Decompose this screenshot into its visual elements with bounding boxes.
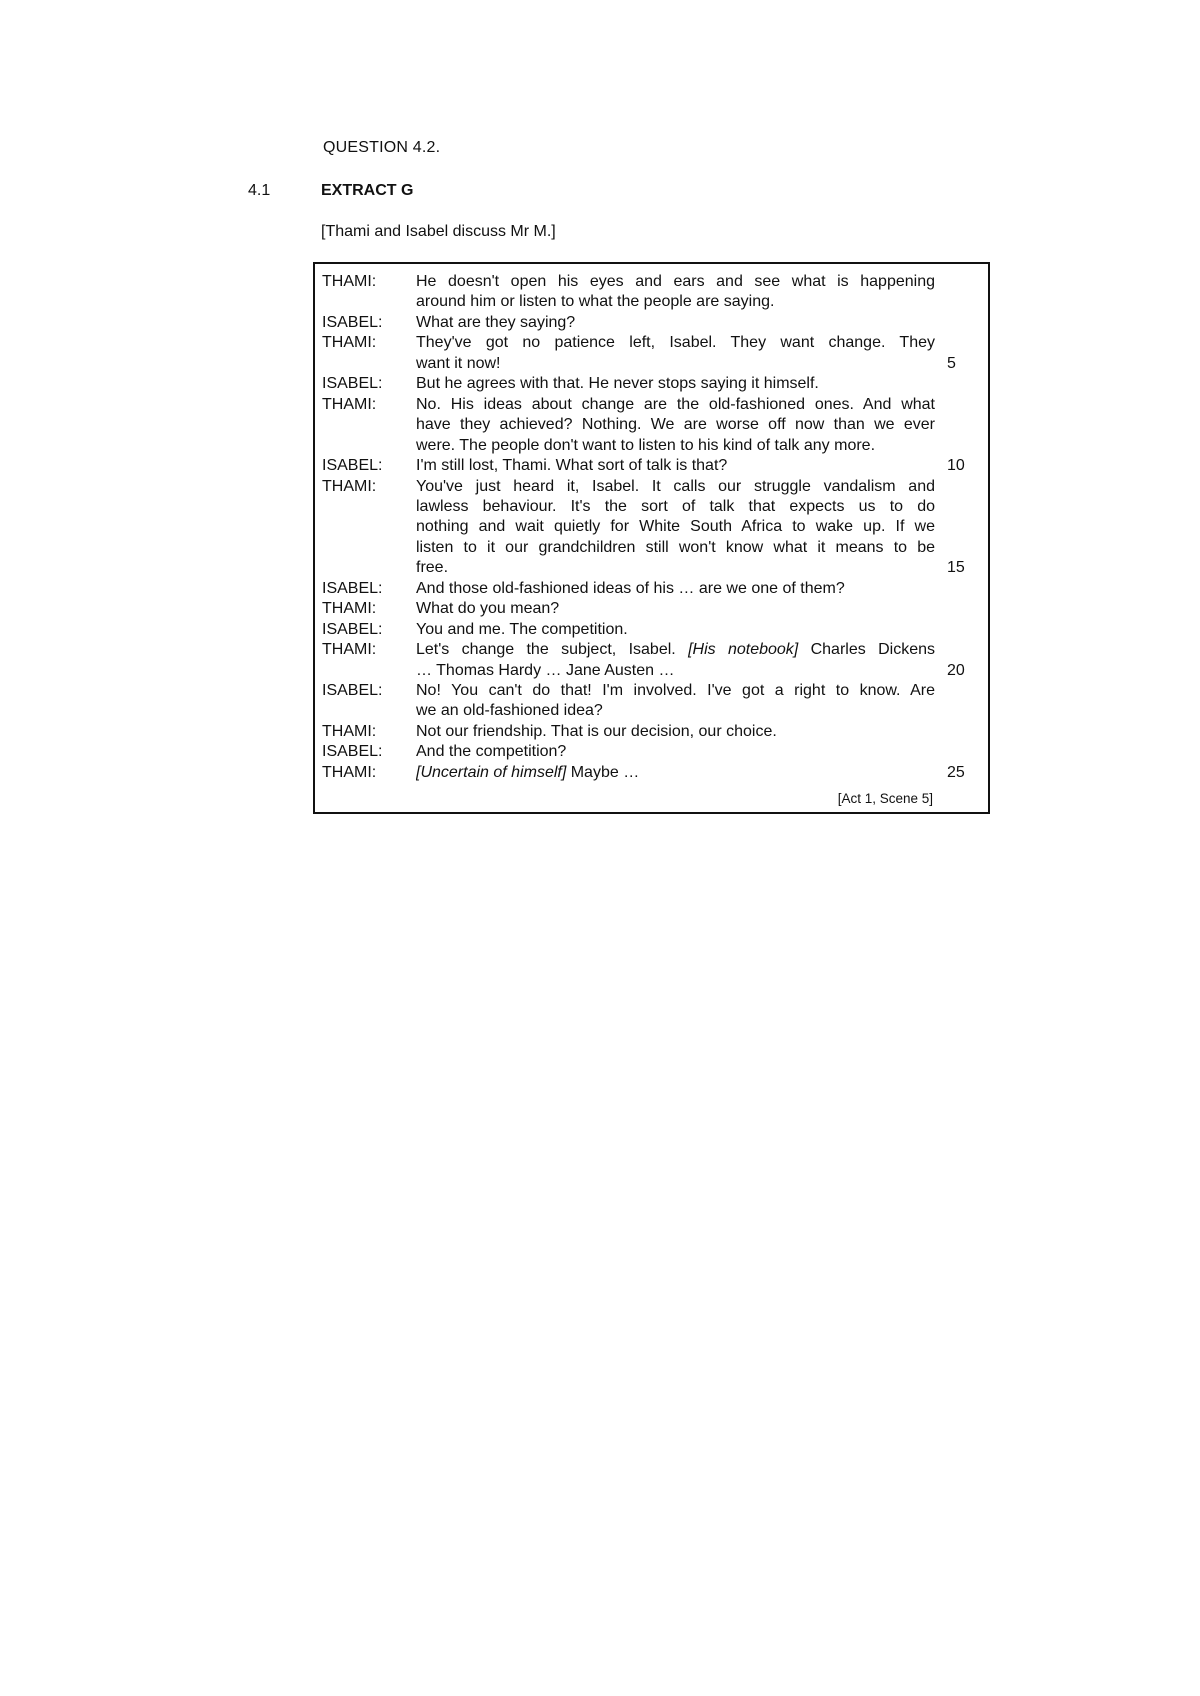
speaker-name: THAMI: xyxy=(322,477,377,495)
dialogue-line xyxy=(315,292,988,313)
dialogue-text: And the competition? xyxy=(416,743,567,761)
dialogue-text: You and me. The competition. xyxy=(416,620,628,638)
dialogue-line xyxy=(315,742,988,763)
dialogue-line xyxy=(315,701,988,722)
dialogue-line xyxy=(315,620,988,641)
dialogue-text: They've got no patience left, Isabel. They want change. They xyxy=(416,334,935,352)
speaker-name: THAMI: xyxy=(322,641,377,659)
dialogue-line xyxy=(315,354,988,375)
dialogue-text: lawless behaviour. It's the sort of talk that expects us to do xyxy=(416,497,935,515)
speaker-name: ISABEL: xyxy=(322,457,383,475)
speaker-name: ISABEL: xyxy=(322,682,383,699)
dialogue-line xyxy=(315,722,988,743)
dialogue-line xyxy=(315,763,988,784)
dialogue-text: listen to it our grandchildren still won't know what it means to be xyxy=(416,538,935,556)
speaker-name: THAMI: xyxy=(322,722,377,740)
dialogue-line xyxy=(315,333,988,354)
dialogue-line xyxy=(315,579,988,600)
section-title: EXTRACT G xyxy=(321,182,414,199)
dialogue-text: around him or listen to what the people are saying. xyxy=(416,293,775,311)
dialogue-line xyxy=(315,436,988,457)
speaker-name: THAMI: xyxy=(322,395,377,413)
speaker-name: THAMI: xyxy=(322,763,377,781)
dialogue-text: want it now! xyxy=(416,354,501,372)
dialogue-text: Not our friendship. That is our decision, our choice. xyxy=(416,722,777,740)
speaker-name: ISABEL: xyxy=(322,579,383,597)
speaker-name: THAMI: xyxy=(322,600,377,618)
dialogue-line xyxy=(315,517,988,538)
dialogue-line xyxy=(315,661,988,682)
question-header: QUESTION 4.2. xyxy=(323,139,441,156)
dialogue-text: But he agrees with that. He never stops saying it himself. xyxy=(416,375,819,393)
dialogue-line xyxy=(315,538,988,559)
dialogue-text: He doesn't open his eyes and ears and see what is happening xyxy=(416,273,935,290)
dialogue-text: And those old-fashioned ideas of his … are we one of them? xyxy=(416,579,845,597)
line-number: 5 xyxy=(947,354,956,372)
dialogue-text: What are they saying? xyxy=(416,313,576,331)
dialogue-text: have they achieved? Nothing. We are worse off now than we ever xyxy=(416,416,935,434)
section-number: 4.1 xyxy=(248,182,271,199)
dialogue-line xyxy=(315,456,988,477)
speaker-name: ISABEL: xyxy=(322,313,383,331)
context-note: [Thami and Isabel discuss Mr M.] xyxy=(321,223,556,240)
speaker-name: THAMI: xyxy=(322,273,377,290)
dialogue-line xyxy=(315,313,988,334)
dialogue-text: [Uncertain of himself] Maybe … xyxy=(416,763,640,781)
dialogue-text: we an old-fashioned idea? xyxy=(416,702,603,720)
line-number: 10 xyxy=(947,457,965,475)
line-number: 20 xyxy=(947,661,965,679)
dialogue-text: … Thomas Hardy … Jane Austen … xyxy=(416,661,675,679)
dialogue-line xyxy=(315,640,988,661)
stage-direction: [His notebook] xyxy=(688,641,799,659)
speaker-name: ISABEL: xyxy=(322,620,383,638)
dialogue-line xyxy=(315,681,988,702)
source-note: [Act 1, Scene 5] xyxy=(837,791,933,806)
dialogue-text: Let's change the subject, Isabel. [His notebook] Charles Dickens xyxy=(416,641,935,659)
dialogue-line xyxy=(315,395,988,416)
dialogue-line xyxy=(315,272,988,293)
line-number: 25 xyxy=(947,763,965,781)
dialogue-text: nothing and wait quietly for White South Africa to wake up. If we xyxy=(416,518,935,536)
dialogue-text: You've just heard it, Isabel. It calls our struggle vandalism and xyxy=(416,477,935,495)
dialogue-text: I'm still lost, Thami. What sort of talk is that? xyxy=(416,457,728,475)
speaker-name: ISABEL: xyxy=(322,743,383,761)
dialogue-line xyxy=(315,477,988,498)
dialogue-line xyxy=(315,558,988,579)
dialogue-text: No. His ideas about change are the old-fashioned ones. And what xyxy=(416,395,935,413)
dialogue-line xyxy=(315,599,988,620)
dialogue-line xyxy=(315,374,988,395)
dialogue-line xyxy=(315,415,988,436)
dialogue-text: What do you mean? xyxy=(416,600,560,618)
dialogue-text: free. xyxy=(416,559,449,577)
line-number: 15 xyxy=(947,559,965,577)
speaker-name: ISABEL: xyxy=(322,375,383,393)
stage-direction: [Uncertain of himself] xyxy=(416,763,567,781)
speaker-name: THAMI: xyxy=(322,334,377,352)
dialogue-text: No! You can't do that! I'm involved. I've got a right to know. Are xyxy=(416,682,935,699)
dialogue-text: were. The people don't want to listen to his kind of talk any more. xyxy=(416,436,876,454)
dialogue-line xyxy=(315,497,988,518)
extract-box xyxy=(313,262,990,814)
